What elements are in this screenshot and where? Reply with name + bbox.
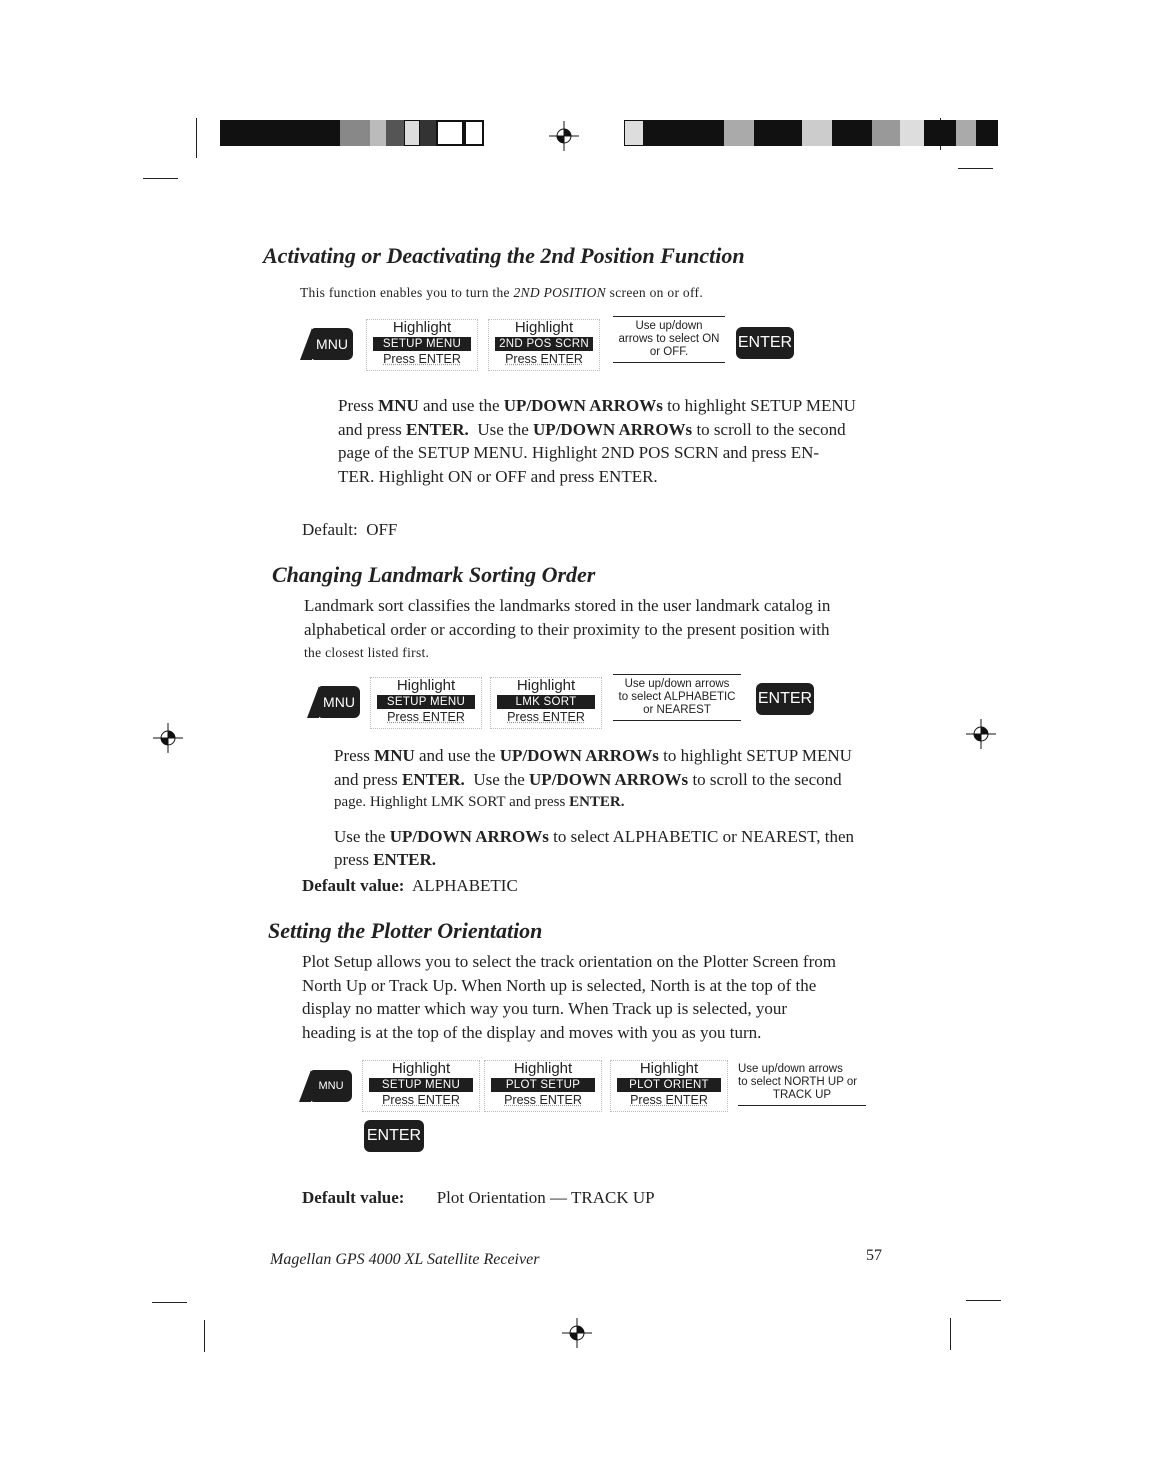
step-top: Highlight — [516, 677, 576, 694]
step-top: Highlight — [391, 1060, 451, 1077]
step-top: Highlight — [513, 1060, 573, 1077]
step-top: Highlight — [514, 319, 574, 336]
intro-term: 2ND POSITION — [513, 285, 606, 300]
intro-line: Landmark sort classifies the landmarks stored in the user landmark catalog in — [304, 596, 831, 615]
section2-body — [334, 744, 904, 872]
mnu-key-icon: MNU — [310, 1070, 352, 1102]
step-menu-item: SETUP MENU — [369, 1078, 473, 1092]
step-menu-item: SETUP MENU — [377, 695, 475, 709]
step-top: Highlight — [639, 1060, 699, 1077]
note-line: Use up/down arrows — [624, 678, 730, 690]
note-line: to select ALPHABETIC — [618, 691, 736, 703]
body-line: press ENTER. — [334, 850, 437, 869]
note-line: to select NORTH UP or — [738, 1076, 858, 1088]
body-line: and press ENTER. Use the UP/DOWN ARROWs to scroll to the second — [338, 419, 846, 439]
crop-mark-bottom-right-h — [966, 1300, 1001, 1301]
body-line: page. Highlight LMK SORT and press ENTER. — [334, 794, 625, 810]
body-line: page of the SETUP MENU. Highlight 2ND POS SCRN and press EN- — [338, 443, 820, 462]
section2-intro — [304, 594, 904, 665]
intro-line: alphabetical order or according to their proximity to the present position with — [304, 619, 830, 639]
registration-target-top-icon — [549, 121, 579, 151]
section-heading-plotter-orientation: Setting the Plotter Orientation — [268, 918, 543, 943]
intro-line: heading is at the top of the display and moves with you as you turn. — [302, 1022, 762, 1042]
step-menu-item: PLOT SETUP — [491, 1078, 595, 1092]
step-highlight-setup-menu — [370, 677, 482, 729]
step-bottom: Press ENTER — [507, 710, 585, 724]
mnu-key-icon: MNU — [311, 328, 353, 360]
step-bottom: Press ENTER — [505, 352, 583, 366]
enter-key-icon: ENTER — [756, 683, 814, 715]
intro-line: Plot Setup allows you to select the track orientation on the Plotter Screen from — [302, 952, 836, 971]
default-value: Plot Orientation — TRACK UP — [436, 1188, 655, 1207]
default-label: Default value: — [302, 1188, 405, 1207]
note-line: Use up/down — [635, 320, 703, 332]
default-value: ALPHABETIC — [412, 876, 518, 895]
registration-target-left-icon — [153, 723, 183, 753]
step-top: Highlight — [392, 319, 452, 336]
step-highlight-2nd-pos-scrn — [488, 319, 600, 371]
intro-suffix: screen on or off. — [609, 285, 703, 300]
default-label: Default value: — [302, 876, 405, 895]
intro-prefix: This function enables you to turn the — [300, 285, 510, 300]
section1-body — [338, 394, 898, 488]
step-menu-item: 2ND POS SCRN — [495, 337, 593, 351]
step-note — [613, 674, 741, 721]
crop-mark-top-right-h — [958, 168, 993, 169]
note-line: Use up/down arrows — [738, 1063, 843, 1075]
step-bottom: Press ENTER — [382, 1093, 460, 1107]
section1-intro — [300, 281, 703, 305]
section3-default — [302, 1186, 655, 1210]
registration-bar-left — [220, 120, 484, 146]
registration-bar-right — [624, 120, 998, 146]
body-line: TER. Highlight ON or OFF and press ENTER. — [338, 466, 658, 486]
section-heading-landmark-sort: Changing Landmark Sorting Order — [272, 562, 596, 587]
step-bottom: Press ENTER — [387, 710, 465, 724]
mnu-key-icon: MNU — [318, 686, 360, 718]
registration-target-bottom-icon — [562, 1318, 592, 1348]
default-value: OFF — [366, 520, 398, 539]
step-bottom: Press ENTER — [630, 1093, 708, 1107]
note-line: or OFF. — [649, 346, 689, 358]
intro-line: display no matter which way you turn. When Track up is selected, your — [302, 999, 788, 1018]
intro-line: North Up or Track Up. When North up is selected, North is at the top of the — [302, 975, 817, 995]
step-menu-item: LMK SORT — [497, 695, 595, 709]
step-highlight-lmk-sort — [490, 677, 602, 729]
step-top: Highlight — [396, 677, 456, 694]
crop-mark-bottom-right — [950, 1318, 951, 1350]
step-highlight-setup-menu — [362, 1060, 480, 1112]
body-line: Press MNU and use the UP/DOWN ARROWs to highlight SETUP MENU — [334, 746, 852, 765]
step-note — [738, 1063, 866, 1106]
step-menu-item: PLOT ORIENT — [617, 1078, 721, 1092]
section1-default — [302, 518, 397, 542]
enter-key-icon: ENTER — [364, 1120, 424, 1152]
step-bottom: Press ENTER — [504, 1093, 582, 1107]
body-line: Press MNU and use the UP/DOWN ARROWs to highlight SETUP MENU — [338, 396, 856, 415]
step-highlight-plot-orient — [610, 1060, 728, 1112]
note-line: arrows to select ON — [618, 333, 720, 345]
crop-mark-top-left-h — [143, 178, 178, 179]
crop-mark-top-left — [196, 118, 197, 158]
section-heading-2nd-position: Activating or Deactivating the 2nd Position Function — [263, 243, 745, 268]
intro-line: the closest listed first. — [304, 645, 430, 660]
note-line: TRACK UP — [772, 1089, 832, 1101]
step-highlight-setup-menu — [366, 319, 478, 371]
step-note — [613, 316, 725, 363]
step-highlight-plot-setup — [484, 1060, 602, 1112]
crop-mark-bottom-left-h — [152, 1302, 187, 1303]
step-bottom: Press ENTER — [383, 352, 461, 366]
default-label: Default: — [302, 520, 358, 539]
section2-default — [302, 874, 518, 898]
body-line: Use the UP/DOWN ARROWs to select ALPHABETIC or NEAREST, then — [334, 826, 855, 846]
footer-title: Magellan GPS 4000 XL Satellite Receiver — [270, 1251, 540, 1268]
page-number: 57 — [866, 1247, 882, 1264]
note-line: or NEAREST — [643, 704, 711, 716]
crop-mark-bottom-left — [204, 1320, 205, 1352]
section3-intro — [302, 950, 902, 1044]
registration-target-right-icon — [966, 719, 996, 749]
step-menu-item: SETUP MENU — [373, 337, 471, 351]
body-line: and press ENTER. Use the UP/DOWN ARROWs to scroll to the second — [334, 769, 842, 789]
enter-key-icon: ENTER — [736, 327, 794, 359]
